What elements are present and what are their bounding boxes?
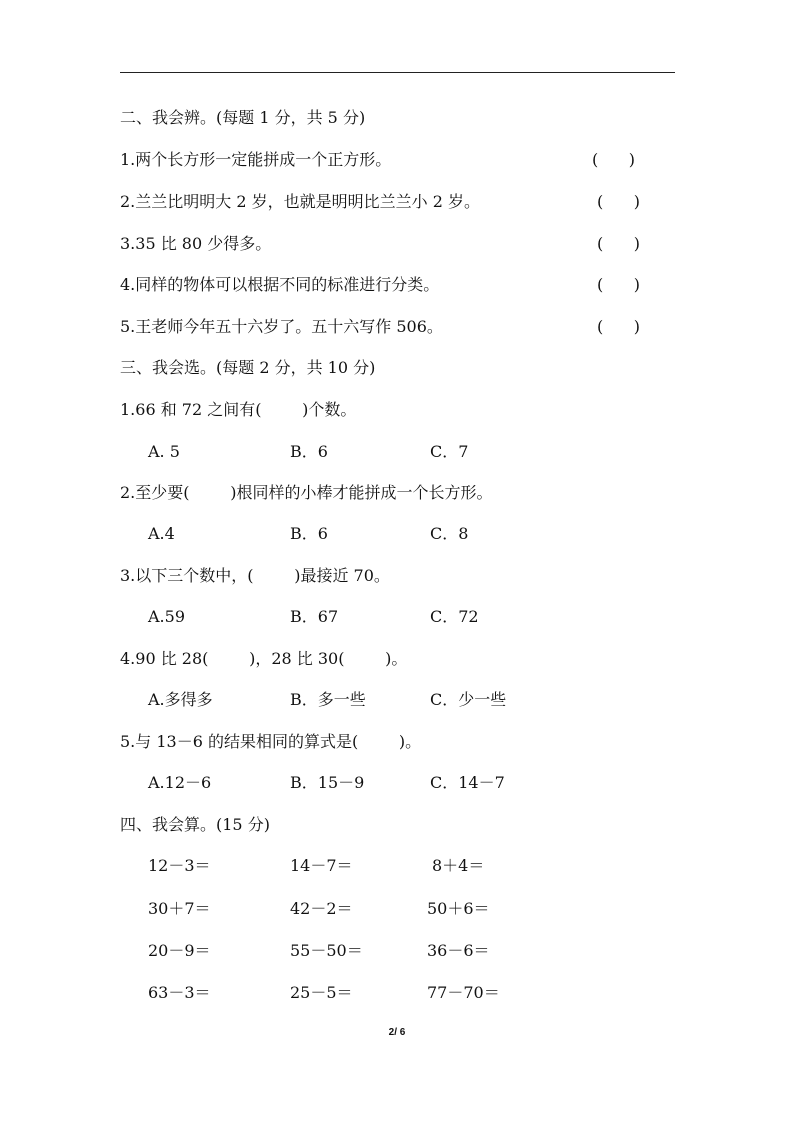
- calc-r2-c2: 42－2＝: [290, 899, 353, 918]
- choice-5-option-a[interactable]: A.12－6: [148, 773, 212, 792]
- calc-r3-c3: 36－6＝: [427, 941, 490, 960]
- calc-r3-c1: 20－9＝: [148, 941, 211, 960]
- calc-r2-c3: 50＋6＝: [427, 899, 490, 918]
- choice-question-3: 3.以下三个数中，( )最接近 70。: [120, 566, 390, 585]
- choice-4-option-a[interactable]: A.多得多: [148, 690, 213, 709]
- header-rule: [120, 72, 675, 73]
- judge-item-5: 5.王老师今年五十六岁了。五十六写作 506。: [120, 317, 443, 336]
- calc-r4-c2: 25－5＝: [290, 983, 353, 1002]
- judge-item-4: 4.同样的物体可以根据不同的标准进行分类。: [120, 275, 440, 294]
- judge-answer-2[interactable]: ( ): [597, 192, 640, 211]
- choice-2-option-a[interactable]: A.4: [148, 524, 175, 543]
- choice-1-option-b[interactable]: B．6: [290, 442, 328, 461]
- calc-r4-c3: 77－70＝: [427, 983, 500, 1002]
- choice-question-4: 4.90 比 28( )，28 比 30( )。: [120, 649, 408, 668]
- choice-2-option-c[interactable]: C．8: [430, 524, 469, 543]
- choice-1-option-a[interactable]: A. 5: [148, 442, 180, 461]
- calc-r3-c2: 55－50＝: [290, 941, 363, 960]
- judge-answer-1[interactable]: ( ): [592, 150, 635, 169]
- judge-item-3: 3.35 比 80 少得多。: [120, 234, 272, 253]
- choice-5-option-c[interactable]: C．14－7: [430, 773, 505, 792]
- choice-1-option-c[interactable]: C．7: [430, 442, 469, 461]
- choice-question-5: 5.与 13－6 的结果相同的算式是( )。: [120, 732, 422, 751]
- choice-4-option-c[interactable]: C．少一些: [430, 690, 507, 709]
- page-number: 2/ 6: [388, 1027, 406, 1038]
- judge-answer-3[interactable]: ( ): [597, 234, 640, 253]
- choice-2-option-b[interactable]: B．6: [290, 524, 328, 543]
- choice-3-option-b[interactable]: B．67: [290, 607, 339, 626]
- judge-answer-5[interactable]: ( ): [597, 317, 640, 336]
- choice-question-2: 2.至少要( )根同样的小棒才能拼成一个长方形。: [120, 483, 493, 502]
- choice-5-option-b[interactable]: B．15－9: [290, 773, 365, 792]
- judge-answer-4[interactable]: ( ): [597, 275, 640, 294]
- judge-item-1: 1.两个长方形一定能拼成一个正方形。: [120, 150, 392, 169]
- calc-r4-c1: 63－3＝: [148, 983, 211, 1002]
- section-4-heading: 四、我会算。(15 分): [120, 815, 270, 834]
- choice-3-option-c[interactable]: C．72: [430, 607, 479, 626]
- choice-question-1: 1.66 和 72 之间有( )个数。: [120, 400, 357, 419]
- judge-item-2: 2.兰兰比明明大 2 岁，也就是明明比兰兰小 2 岁。: [120, 192, 480, 211]
- section-3-heading: 三、我会选。(每题 2 分，共 10 分): [120, 358, 376, 377]
- calc-r1-c1: 12－3＝: [148, 856, 211, 875]
- calc-r2-c1: 30＋7＝: [148, 899, 211, 918]
- calc-r1-c2: 14－7＝: [290, 856, 353, 875]
- section-2-heading: 二、我会辨。(每题 1 分，共 5 分): [120, 108, 366, 127]
- choice-3-option-a[interactable]: A.59: [148, 607, 185, 626]
- calc-r1-c3: 8＋4＝: [432, 856, 485, 875]
- choice-4-option-b[interactable]: B．多一些: [290, 690, 366, 709]
